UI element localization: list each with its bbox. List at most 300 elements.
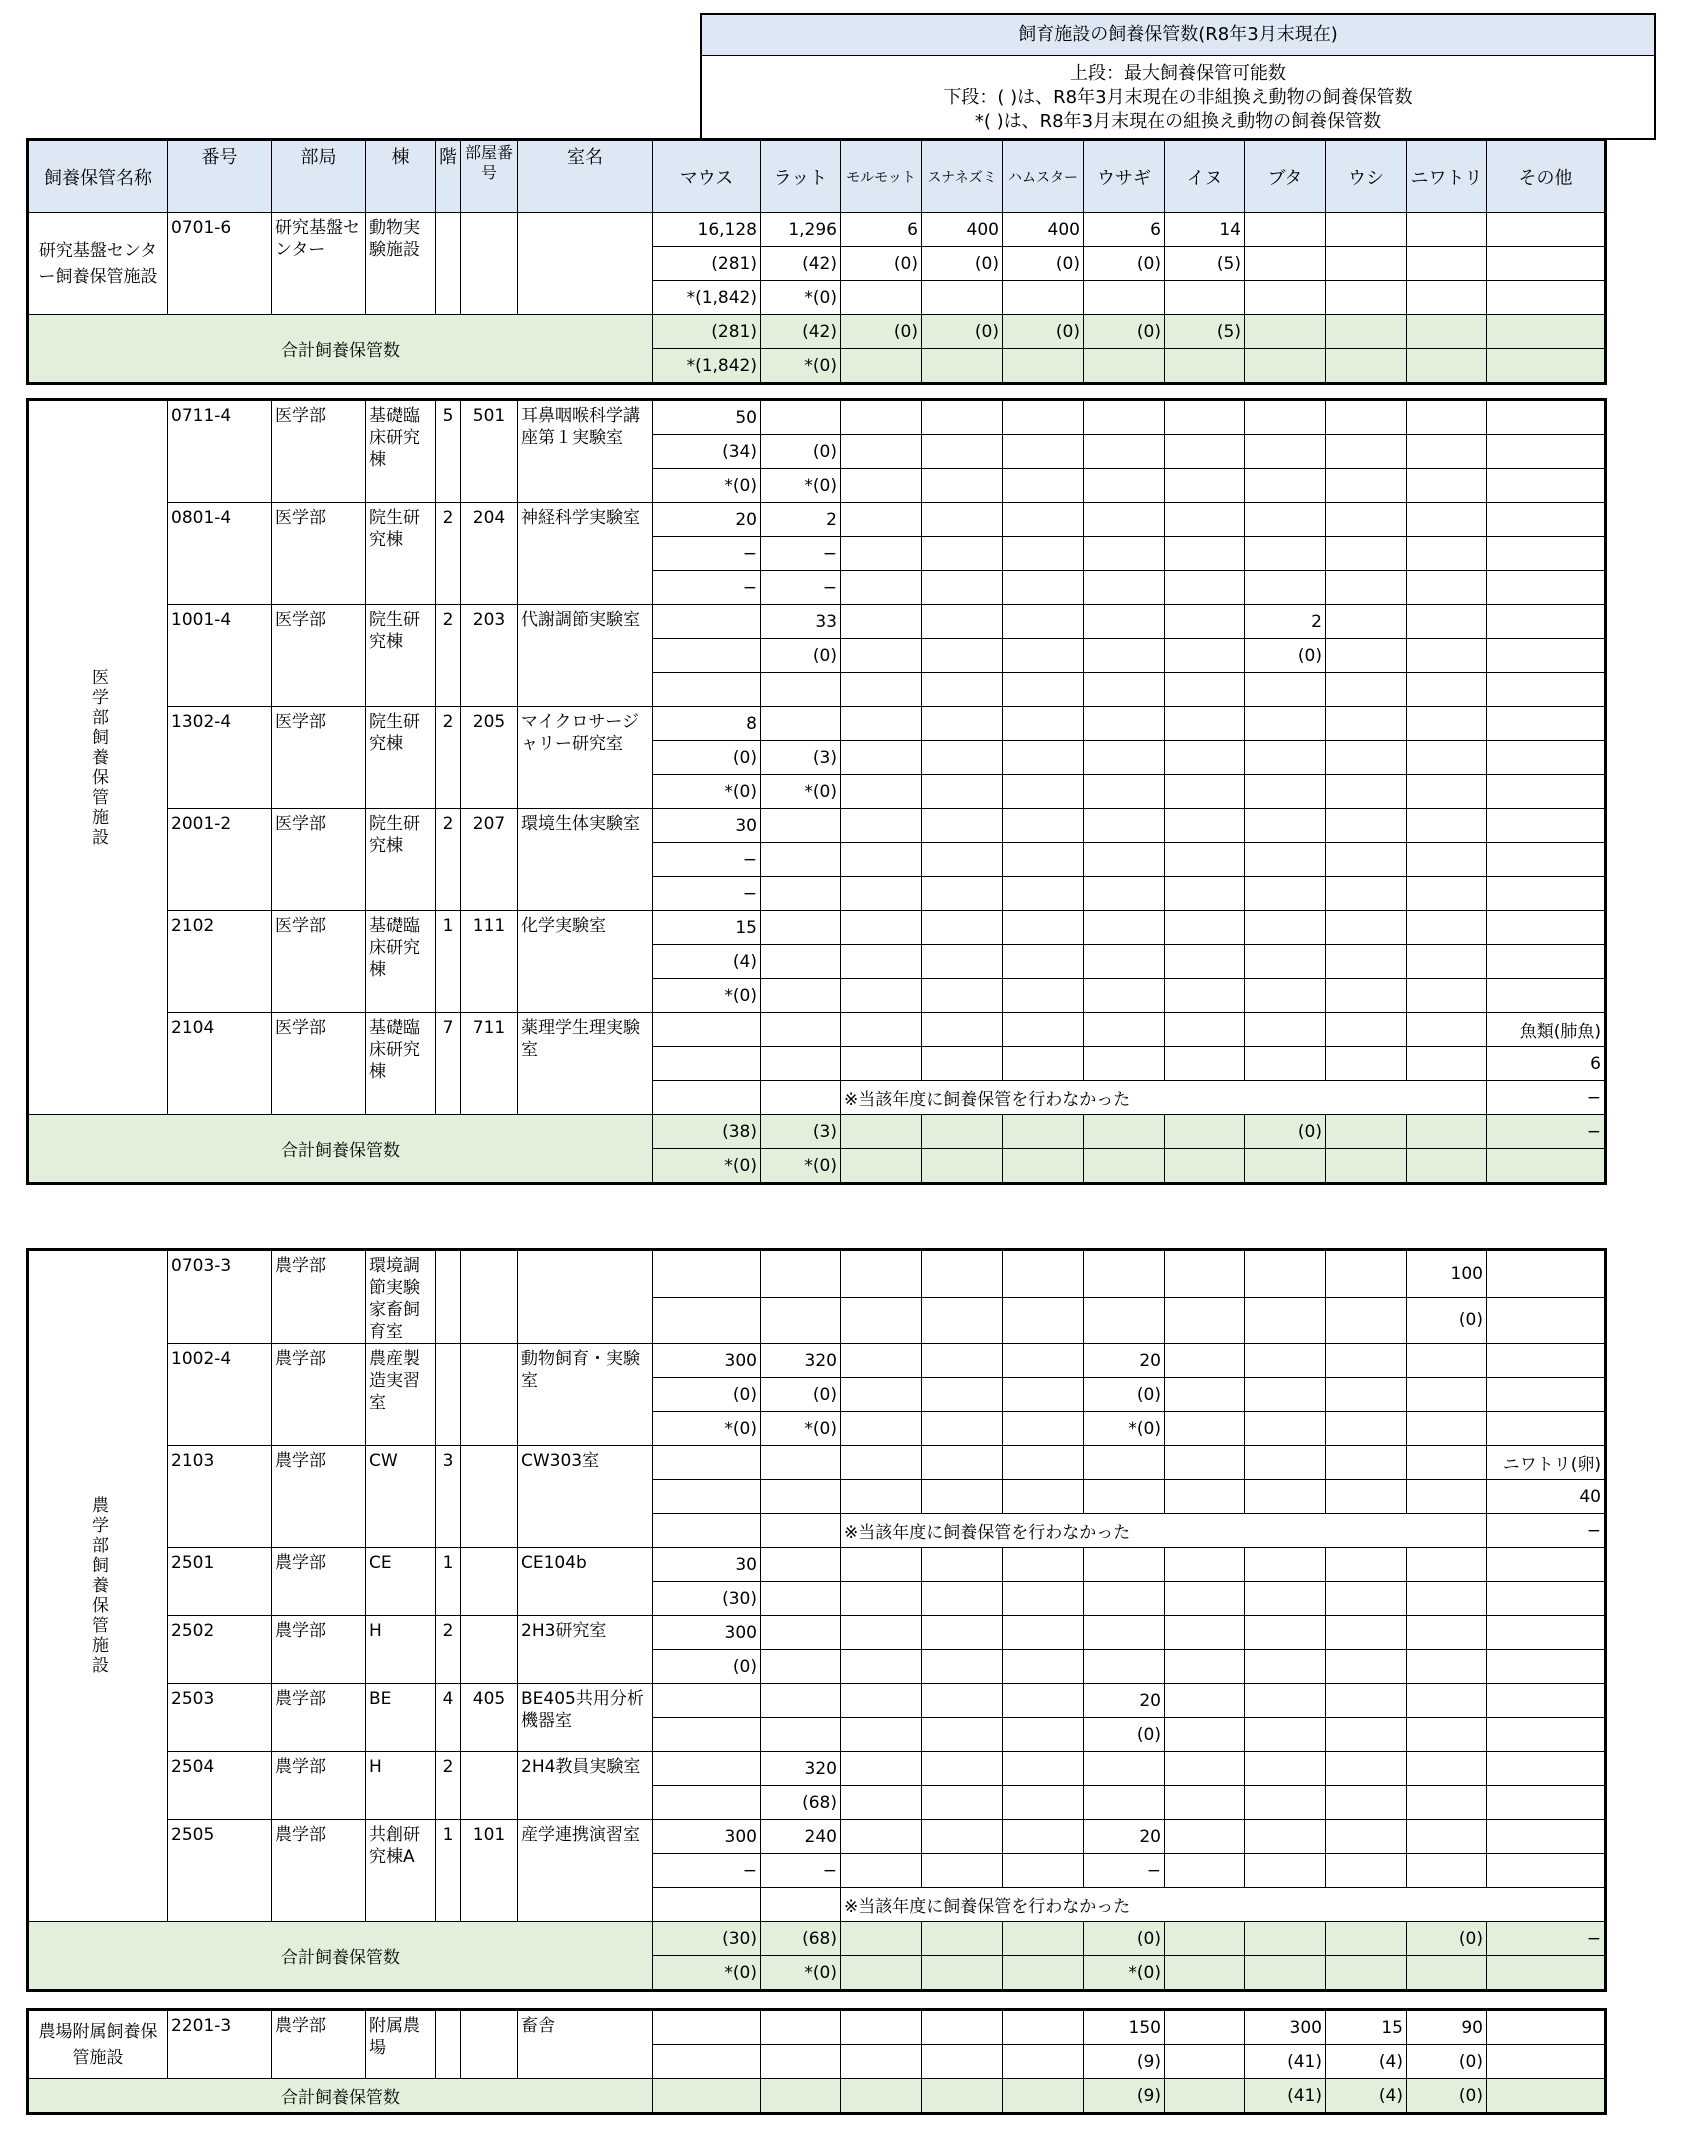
count-max — [1326, 605, 1407, 639]
count-non — [1165, 1297, 1245, 1344]
count-max: 2 — [1245, 605, 1326, 639]
count-gm — [1326, 1412, 1407, 1446]
count-gm: *(0) — [653, 775, 761, 809]
total-row — [29, 315, 1605, 349]
species-cell — [1245, 1013, 1326, 1047]
count-gm — [841, 281, 922, 315]
cell-floor: 2 — [436, 1752, 461, 1820]
count-max — [922, 1047, 1003, 1081]
count-gm — [1326, 673, 1407, 707]
total-gm — [1003, 349, 1084, 383]
cell-room-no: 204 — [461, 503, 518, 605]
count-non — [1407, 1718, 1487, 1752]
count-max — [922, 1480, 1003, 1514]
cell-floor: 2 — [436, 605, 461, 707]
count-non — [922, 1650, 1003, 1684]
count-max — [922, 605, 1003, 639]
species-cell — [653, 1013, 761, 1047]
total-label: 合計飼養保管数 — [29, 1922, 653, 1990]
column-header-row — [29, 141, 1605, 213]
table-row — [29, 911, 1605, 945]
count-non — [1003, 1297, 1084, 1344]
species-cell — [761, 1446, 841, 1480]
count-non — [841, 1718, 922, 1752]
count-max — [1487, 503, 1605, 537]
species-cell — [761, 1888, 841, 1922]
count-non — [1487, 2045, 1605, 2079]
count-max — [841, 605, 922, 639]
count-gm — [1245, 979, 1326, 1013]
count-max — [1407, 213, 1487, 247]
count-max — [653, 1251, 761, 1298]
count-non: (0) — [841, 247, 922, 281]
cell-room-name — [518, 1251, 653, 1344]
count-max — [1407, 911, 1487, 945]
cell-dept: 農学部 — [272, 1548, 366, 1616]
count-max: 6 — [841, 213, 922, 247]
total-gm — [922, 349, 1003, 383]
count-gm — [1407, 571, 1487, 605]
count-gm — [1084, 673, 1165, 707]
count-max — [1003, 1480, 1084, 1514]
count-gm — [922, 469, 1003, 503]
count-gm — [1487, 673, 1605, 707]
count-non — [1487, 1582, 1605, 1616]
count-gm: *(0) — [653, 1412, 761, 1446]
count-non — [1326, 247, 1407, 281]
count-max — [1487, 707, 1605, 741]
not-kept-note: ※当該年度に飼養保管を行わなかった — [841, 1081, 1487, 1115]
cell-floor: 1 — [436, 1548, 461, 1616]
total-non — [1326, 315, 1407, 349]
count-gm — [1326, 571, 1407, 605]
count-max — [1407, 1616, 1487, 1650]
species-cell — [841, 1013, 922, 1047]
count-non: (0) — [1407, 2045, 1487, 2079]
facility-table — [28, 1250, 1605, 1990]
count-non — [841, 1297, 922, 1344]
count-max — [1407, 1548, 1487, 1582]
count-non: (0) — [922, 247, 1003, 281]
count-max — [1326, 1752, 1407, 1786]
count-non — [1084, 639, 1165, 673]
count-non — [1487, 1650, 1605, 1684]
count-max — [761, 1480, 841, 1514]
count-max — [922, 1684, 1003, 1718]
count-max — [922, 1820, 1003, 1854]
species-cell — [922, 1446, 1003, 1480]
cell-number: 1001-4 — [168, 605, 272, 707]
count-non — [1245, 1854, 1326, 1888]
cell-room-no: 101 — [461, 1820, 518, 1922]
cell-room-name: BE405共用分析機器室 — [518, 1684, 653, 1752]
count-non — [1003, 639, 1084, 673]
count-non — [1487, 945, 1605, 979]
count-max — [1084, 1047, 1165, 1081]
count-max — [1245, 1344, 1326, 1378]
count-gm: − — [761, 571, 841, 605]
count-max — [1487, 401, 1605, 435]
count-non — [1084, 1786, 1165, 1820]
legend-line-1: 上段：最大飼養保管可能数 — [1070, 63, 1286, 84]
cell-room-no — [461, 1344, 518, 1446]
count-max — [841, 1251, 922, 1298]
cell-number: 2201-3 — [168, 2011, 272, 2079]
count-max — [653, 1047, 761, 1081]
count-max — [1326, 809, 1407, 843]
cell-number: 2103 — [168, 1446, 272, 1548]
count-max — [761, 809, 841, 843]
count-non — [1487, 639, 1605, 673]
count-gm — [1165, 979, 1245, 1013]
count-gm — [1407, 877, 1487, 911]
cell-building: H — [366, 1752, 436, 1820]
count-non — [922, 1297, 1003, 1344]
cell-number: 1002-4 — [168, 1344, 272, 1446]
cell-room-no: 111 — [461, 911, 518, 1013]
total-gm: *(1,842) — [653, 349, 761, 383]
count-non — [1407, 537, 1487, 571]
cell-room-name: 神経科学実験室 — [518, 503, 653, 605]
count-gm — [1326, 877, 1407, 911]
count-gm — [1487, 1412, 1605, 1446]
count-non — [1407, 435, 1487, 469]
count-non — [1487, 435, 1605, 469]
count-max — [1326, 213, 1407, 247]
total-non — [922, 2079, 1003, 2113]
count-max — [1407, 605, 1487, 639]
cell-number: 2001-2 — [168, 809, 272, 911]
count-non — [841, 435, 922, 469]
count-max — [1165, 1251, 1245, 1298]
count-non — [841, 1582, 922, 1616]
column-header-building: 棟 — [366, 141, 436, 213]
total-gm — [1326, 1149, 1407, 1183]
count-gm — [1245, 673, 1326, 707]
count-max — [1003, 1047, 1084, 1081]
cell-number: 2503 — [168, 1684, 272, 1752]
count-gm: *(0) — [653, 979, 761, 1013]
count-max: 16,128 — [653, 213, 761, 247]
count-max — [1003, 1251, 1084, 1298]
count-non — [1245, 435, 1326, 469]
count-max — [1003, 503, 1084, 537]
count-gm: *(0) — [653, 469, 761, 503]
count-max — [1407, 809, 1487, 843]
table-row — [29, 213, 1605, 247]
cell-room-no — [461, 1548, 518, 1616]
count-non — [1407, 741, 1487, 775]
count-non — [1165, 1650, 1245, 1684]
count-gm — [841, 979, 922, 1013]
count-max — [653, 1684, 761, 1718]
count-max — [1245, 1480, 1326, 1514]
table-row — [29, 1344, 1605, 1378]
count-non: − — [653, 537, 761, 571]
count-non — [1245, 1582, 1326, 1616]
total-gm — [1165, 1149, 1245, 1183]
count-max — [841, 1344, 922, 1378]
column-header-species: スナネズミ — [922, 141, 1003, 213]
count-max — [841, 1047, 922, 1081]
count-max — [1407, 1820, 1487, 1854]
count-max — [1084, 1548, 1165, 1582]
total-non: − — [1487, 1115, 1605, 1149]
table-row — [29, 503, 1605, 537]
count-non — [1326, 1854, 1407, 1888]
count-non — [1245, 1297, 1326, 1344]
header-legend — [702, 56, 1654, 138]
facility-name: 研究基盤センター飼養保管施設 — [29, 213, 168, 315]
count-non — [1245, 1378, 1326, 1412]
count-max — [1003, 1616, 1084, 1650]
count-non: − — [761, 1854, 841, 1888]
count-max — [761, 1548, 841, 1582]
count-gm — [1487, 281, 1605, 315]
column-header-species: ウサギ — [1084, 141, 1165, 213]
total-non — [841, 2079, 922, 2113]
count-non — [841, 2045, 922, 2079]
cell-floor: 5 — [436, 401, 461, 503]
cell-floor — [436, 1251, 461, 1344]
count-max — [1245, 1548, 1326, 1582]
total-non: (30) — [653, 1922, 761, 1956]
species-cell — [1245, 1446, 1326, 1480]
cell-building: 共創研究棟A — [366, 1820, 436, 1922]
cell-number: 0703-3 — [168, 1251, 272, 1344]
table-row — [29, 1548, 1605, 1582]
count-non — [1487, 1786, 1605, 1820]
count-max: 2 — [761, 503, 841, 537]
count-non — [1407, 1650, 1487, 1684]
count-gm: *(0) — [1084, 1412, 1165, 1446]
cell-building: 環境調節実験家畜飼育室 — [366, 1251, 436, 1344]
count-gm — [1487, 877, 1605, 911]
count-max — [841, 1752, 922, 1786]
count-non — [1003, 2045, 1084, 2079]
count-gm — [922, 571, 1003, 605]
count-max — [1245, 1251, 1326, 1298]
cell-dept: 農学部 — [272, 1251, 366, 1344]
count-non — [653, 1081, 761, 1115]
count-non — [1487, 537, 1605, 571]
cell-number: 0701-6 — [168, 213, 272, 315]
count-non — [1165, 537, 1245, 571]
count-max — [761, 401, 841, 435]
total-gm — [1245, 1149, 1326, 1183]
count-non — [922, 843, 1003, 877]
table-row — [29, 809, 1605, 843]
count-non — [1245, 1650, 1326, 1684]
count-non — [653, 1514, 761, 1548]
total-non: (5) — [1165, 315, 1245, 349]
total-gm — [1487, 1956, 1605, 1990]
species-cell — [1003, 1446, 1084, 1480]
count-non — [761, 2045, 841, 2079]
count-non: (3) — [761, 741, 841, 775]
cell-floor: 2 — [436, 707, 461, 809]
count-non — [1326, 1582, 1407, 1616]
count-max — [841, 1548, 922, 1582]
cell-room-no: 203 — [461, 605, 518, 707]
other-species-name: ニワトリ(卵) — [1487, 1446, 1605, 1480]
count-gm — [1003, 469, 1084, 503]
facility-table — [28, 400, 1605, 1183]
count-non — [1084, 435, 1165, 469]
count-max: 8 — [653, 707, 761, 741]
cell-room-no — [461, 1446, 518, 1548]
count-gm — [922, 1412, 1003, 1446]
count-max — [653, 1480, 761, 1514]
count-max — [1407, 1752, 1487, 1786]
count-max: 50 — [653, 401, 761, 435]
cell-dept: 医学部 — [272, 809, 366, 911]
count-max — [1003, 1820, 1084, 1854]
cell-dept: 医学部 — [272, 503, 366, 605]
total-non — [1084, 1115, 1165, 1149]
count-non — [841, 1854, 922, 1888]
count-non — [1165, 1378, 1245, 1412]
count-non — [1326, 945, 1407, 979]
count-gm — [922, 979, 1003, 1013]
count-max: 33 — [761, 605, 841, 639]
count-max — [1165, 2011, 1245, 2045]
count-non — [653, 639, 761, 673]
count-gm — [1487, 979, 1605, 1013]
cell-room-no — [461, 1251, 518, 1344]
count-max — [1003, 2011, 1084, 2045]
count-non — [1245, 247, 1326, 281]
count-non: (281) — [653, 247, 761, 281]
count-non — [922, 639, 1003, 673]
count-non — [841, 1786, 922, 1820]
count-max — [1326, 1251, 1407, 1298]
not-kept-note: ※当該年度に飼養保管を行わなかった — [841, 1514, 1487, 1548]
total-gm — [841, 1149, 922, 1183]
cell-floor: 2 — [436, 503, 461, 605]
cell-room-name: 耳鼻咽喉科学講座第１実験室 — [518, 401, 653, 503]
total-gm — [1245, 349, 1326, 383]
count-max — [1245, 1752, 1326, 1786]
count-max — [1165, 809, 1245, 843]
count-max — [1245, 213, 1326, 247]
count-non — [1326, 639, 1407, 673]
count-max: 300 — [653, 1616, 761, 1650]
count-max — [1003, 1548, 1084, 1582]
count-non: (0) — [653, 1378, 761, 1412]
count-non — [761, 843, 841, 877]
count-max: 30 — [653, 809, 761, 843]
total-non — [1487, 2079, 1605, 2113]
count-gm — [1003, 775, 1084, 809]
count-gm — [1003, 979, 1084, 1013]
count-gm — [1245, 571, 1326, 605]
count-max — [1326, 503, 1407, 537]
count-max — [1487, 911, 1605, 945]
count-max — [841, 503, 922, 537]
total-non: (42) — [761, 315, 841, 349]
cell-room-name: 2H4教員実験室 — [518, 1752, 653, 1820]
count-max — [1407, 1684, 1487, 1718]
cell-building: 基礎臨床研究棟 — [366, 911, 436, 1013]
count-max — [1165, 1480, 1245, 1514]
total-non — [1245, 1922, 1326, 1956]
count-max — [1245, 1820, 1326, 1854]
total-row — [29, 1115, 1605, 1149]
count-non: (0) — [1084, 1718, 1165, 1752]
cell-dept: 医学部 — [272, 401, 366, 503]
cell-floor: 7 — [436, 1013, 461, 1115]
count-gm — [841, 775, 922, 809]
count-max — [1084, 1752, 1165, 1786]
cell-room-name: 代謝調節実験室 — [518, 605, 653, 707]
column-header-facility: 飼養保管名称 — [29, 141, 168, 213]
total-gm: *(0) — [1084, 1956, 1165, 1990]
count-gm — [841, 673, 922, 707]
count-max — [922, 1616, 1003, 1650]
total-row — [29, 1922, 1605, 1956]
count-non: (30) — [653, 1582, 761, 1616]
count-gm — [1084, 281, 1165, 315]
count-max — [922, 1548, 1003, 1582]
total-non: (0) — [1407, 1922, 1487, 1956]
count-max — [1487, 1684, 1605, 1718]
cell-number: 2104 — [168, 1013, 272, 1115]
count-max: 20 — [1084, 1684, 1165, 1718]
count-gm — [1165, 1412, 1245, 1446]
count-gm — [922, 673, 1003, 707]
count-max — [1003, 707, 1084, 741]
column-header-floor: 階 — [436, 141, 461, 213]
count-non — [841, 639, 922, 673]
total-non: (0) — [922, 315, 1003, 349]
count-max — [841, 1616, 922, 1650]
count-non: (0) — [1084, 247, 1165, 281]
count-max — [1487, 1548, 1605, 1582]
count-non — [1487, 247, 1605, 281]
count-non — [922, 1378, 1003, 1412]
count-gm: *(0) — [761, 1412, 841, 1446]
species-cell — [1326, 1013, 1407, 1047]
cell-floor: 3 — [436, 1446, 461, 1548]
species-cell — [1407, 1013, 1487, 1047]
column-header-species: イヌ — [1165, 141, 1245, 213]
count-non — [653, 1718, 761, 1752]
count-non — [761, 1081, 841, 1115]
header-box — [700, 13, 1656, 140]
count-non — [761, 945, 841, 979]
table-row — [29, 1820, 1605, 1854]
count-max: 100 — [1407, 1251, 1487, 1298]
count-non: (0) — [1245, 639, 1326, 673]
count-max — [1326, 401, 1407, 435]
cell-dept: 農学部 — [272, 1820, 366, 1922]
count-non — [841, 537, 922, 571]
count-non — [1407, 247, 1487, 281]
count-max — [1084, 503, 1165, 537]
count-max — [761, 1047, 841, 1081]
cell-room-name: 畜舎 — [518, 2011, 653, 2079]
count-max: 300 — [653, 1820, 761, 1854]
count-non: − — [1084, 1854, 1165, 1888]
total-gm: *(0) — [761, 349, 841, 383]
total-gm: *(0) — [761, 1956, 841, 1990]
column-header-species: その他 — [1487, 141, 1605, 213]
count-non — [841, 843, 922, 877]
facility-table — [28, 2010, 1605, 2113]
cell-building: 動物実験施設 — [366, 213, 436, 315]
count-max — [1003, 1752, 1084, 1786]
